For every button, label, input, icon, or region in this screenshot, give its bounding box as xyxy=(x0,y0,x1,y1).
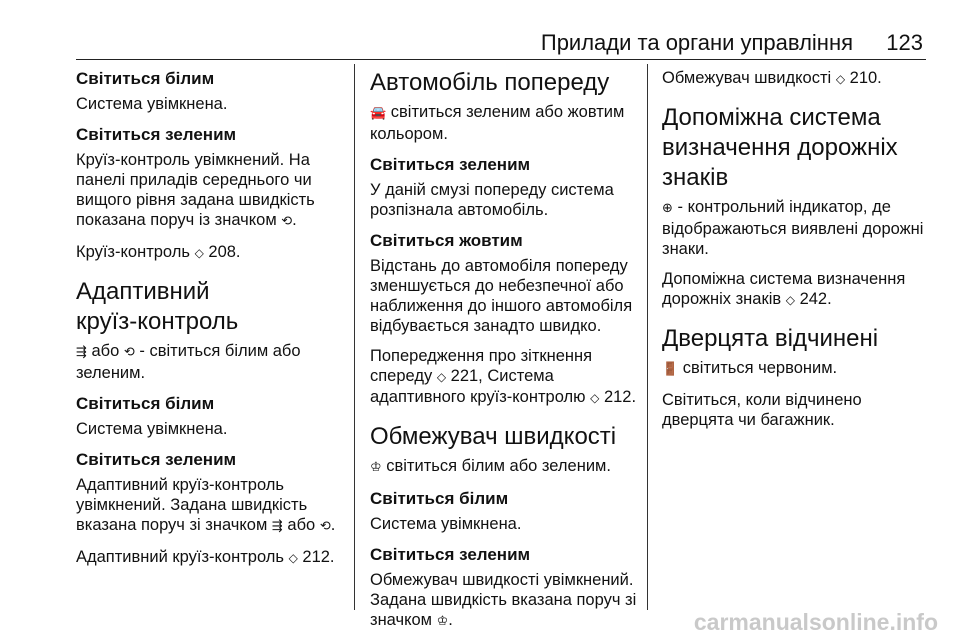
column-divider-1 xyxy=(354,64,355,610)
paragraph xyxy=(370,256,642,336)
paragraph xyxy=(662,390,932,430)
reference-page[interactable]: 210. xyxy=(849,69,882,87)
text-line: Круїз-контроль увімкнений. На xyxy=(76,151,310,169)
text-fragment: або xyxy=(287,516,316,534)
column-divider-2 xyxy=(647,64,648,610)
text-line: панелі приладів середнього чи xyxy=(76,171,312,189)
speed-limiter-icon: ♔ xyxy=(370,460,382,475)
reference-page[interactable]: 221, Система xyxy=(450,367,554,385)
vehicle-ahead-icon: 🚘 xyxy=(370,106,387,121)
text-line: увімкнений. Задана швидкість xyxy=(76,496,308,514)
watermark: carmanualsonline.info xyxy=(693,609,938,635)
text-line: відбувається занадто швидко. xyxy=(370,317,602,335)
text-fragment: світиться білим або зеленим. xyxy=(386,457,611,475)
page-reference-arrow-icon: ◇ xyxy=(785,293,795,307)
text-line: Адаптивний круїз-контроль xyxy=(76,476,284,494)
reference-page[interactable]: 212. xyxy=(603,388,637,406)
section-title-vehicle-ahead: Автомобіль попереду xyxy=(370,69,610,96)
text-line: зменшується до небезпечної або xyxy=(370,277,624,295)
heading-lit-white: Світиться білим xyxy=(76,394,215,413)
text-line: Попередження про зіткнення xyxy=(370,347,593,365)
heading-lit-green: Світиться зеленим xyxy=(370,545,531,564)
reference-text: Обмежувач швидкості xyxy=(662,69,832,87)
cruise-control-icon: ⟲ xyxy=(123,345,135,360)
page-reference-arrow-icon: ◇ xyxy=(436,370,447,384)
cross-reference xyxy=(76,242,344,263)
page-reference-arrow-icon: ◇ xyxy=(194,246,204,260)
heading-lit-green: Світиться зеленим xyxy=(370,155,531,174)
heading-lit-green: Світиться зеленим xyxy=(76,125,237,144)
paragraph xyxy=(370,456,642,478)
section-title-adaptive-cruise xyxy=(76,277,344,337)
cross-reference xyxy=(76,547,344,568)
text-fragment: світиться червоним. xyxy=(682,359,838,377)
title-line: Допоміжна система xyxy=(662,104,881,131)
title-line: круїз-контроль xyxy=(76,308,239,335)
header-divider xyxy=(76,59,926,60)
text-line: У даній смузі попереду система xyxy=(370,181,614,199)
text-fragment: адаптивного круїз-контролю xyxy=(370,388,586,406)
page-reference-arrow-icon: ◇ xyxy=(288,551,298,565)
text-line: Обмежувач швидкості увімкнений. xyxy=(370,571,634,589)
adaptive-cruise-icon: ⇶ xyxy=(76,345,87,360)
text-line: вищого рівня задана швидкість xyxy=(76,191,315,209)
text-line: наближення до іншого автомобіля xyxy=(370,297,633,315)
text-fragment: - світиться білим або xyxy=(139,342,301,360)
title-line: Адаптивний xyxy=(76,278,210,305)
speed-limiter-icon: ♔ xyxy=(436,614,449,629)
door-open-icon: 🚪 xyxy=(662,362,679,377)
section-title-door-open: Дверцята відчинені xyxy=(662,325,879,352)
column-3 xyxy=(662,68,932,440)
text-fragment: світиться зеленим або жовтим xyxy=(390,103,625,121)
text-line: Відстань до автомобіля попереду xyxy=(370,257,628,275)
page-number: 123 xyxy=(886,30,923,55)
reference-page[interactable]: 212. xyxy=(302,548,335,566)
traffic-sign-icon: ⊕ xyxy=(662,201,673,216)
heading-lit-white: Світиться білим xyxy=(370,489,509,508)
paragraph: Адаптивний круїз-контроль увімкнений. Задана швидкість вказана поруч зі значком ⇶ або ⟲. xyxy=(76,475,344,537)
cross-reference xyxy=(370,346,642,408)
text-line: знаки. xyxy=(662,240,709,258)
reference-page[interactable]: 208. xyxy=(208,243,241,261)
section-title-traffic-sign-assistant xyxy=(662,103,932,193)
cross-reference xyxy=(662,269,932,310)
paragraph: Система увімкнена. xyxy=(370,515,522,533)
cruise-control-icon: ⟲ xyxy=(281,214,293,229)
paragraph: Система увімкнена. xyxy=(76,420,228,438)
adaptive-cruise-icon: ⇶ xyxy=(271,519,283,534)
paragraph xyxy=(370,102,642,144)
paragraph: Система увімкнена. xyxy=(76,95,228,113)
paragraph xyxy=(662,197,932,259)
text-line: відображаються виявлені дорожні xyxy=(662,220,924,238)
text-fragment: дорожніх знаків xyxy=(662,290,782,308)
page-reference-arrow-icon: ◇ xyxy=(835,72,846,86)
paragraph: Круїз-контроль увімкнений. На панелі приладів середнього чи вищого рівня задана швидкість показана поруч із значком ⟲. xyxy=(76,150,344,232)
text-line: кольором. xyxy=(370,125,448,143)
text-fragment: - контрольний індикатор, де xyxy=(677,198,891,216)
text-fragment: спереду xyxy=(370,367,433,385)
text-fragment: значком xyxy=(370,611,433,629)
page-reference-arrow-icon: ◇ xyxy=(590,391,600,405)
reference-text: Адаптивний круїз-контроль xyxy=(76,548,284,566)
reference-page[interactable]: 242. xyxy=(799,290,832,308)
section-title-speed-limiter: Обмежувач швидкості xyxy=(370,423,617,450)
page-header-title: Прилади та органи управління xyxy=(540,30,853,55)
paragraph: Обмежувач швидкості увімкнений. Задана швидкість вказана поруч зі значком ♔. xyxy=(370,570,642,632)
cross-reference xyxy=(662,68,932,89)
text-line: вказана поруч зі значком xyxy=(76,516,268,534)
paragraph xyxy=(370,180,642,220)
heading-lit-white: Світиться білим xyxy=(76,69,215,88)
text-fragment: або xyxy=(91,342,120,360)
text-line: розпізнала автомобіль. xyxy=(370,201,549,219)
paragraph xyxy=(662,358,932,380)
reference-text: Круїз-контроль xyxy=(76,243,190,261)
text-line: показана поруч із значком xyxy=(76,211,277,229)
column-2 xyxy=(370,68,642,642)
text-line: дверцята чи багажник. xyxy=(662,411,835,429)
paragraph xyxy=(76,341,344,383)
heading-lit-green: Світиться зеленим xyxy=(76,450,237,469)
text-line: зеленим. xyxy=(76,364,146,382)
heading-lit-yellow: Світиться жовтим xyxy=(370,231,523,250)
title-line: знаків xyxy=(662,164,729,191)
text-line: Задана швидкість вказана поруч зі xyxy=(370,591,637,609)
text-line: Світиться, коли відчинено xyxy=(662,391,862,409)
column-1 xyxy=(76,68,344,578)
cruise-control-icon: ⟲ xyxy=(319,519,331,534)
text-line: Допоміжна система визначення xyxy=(662,270,906,288)
title-line: визначення дорожніх xyxy=(662,134,898,161)
